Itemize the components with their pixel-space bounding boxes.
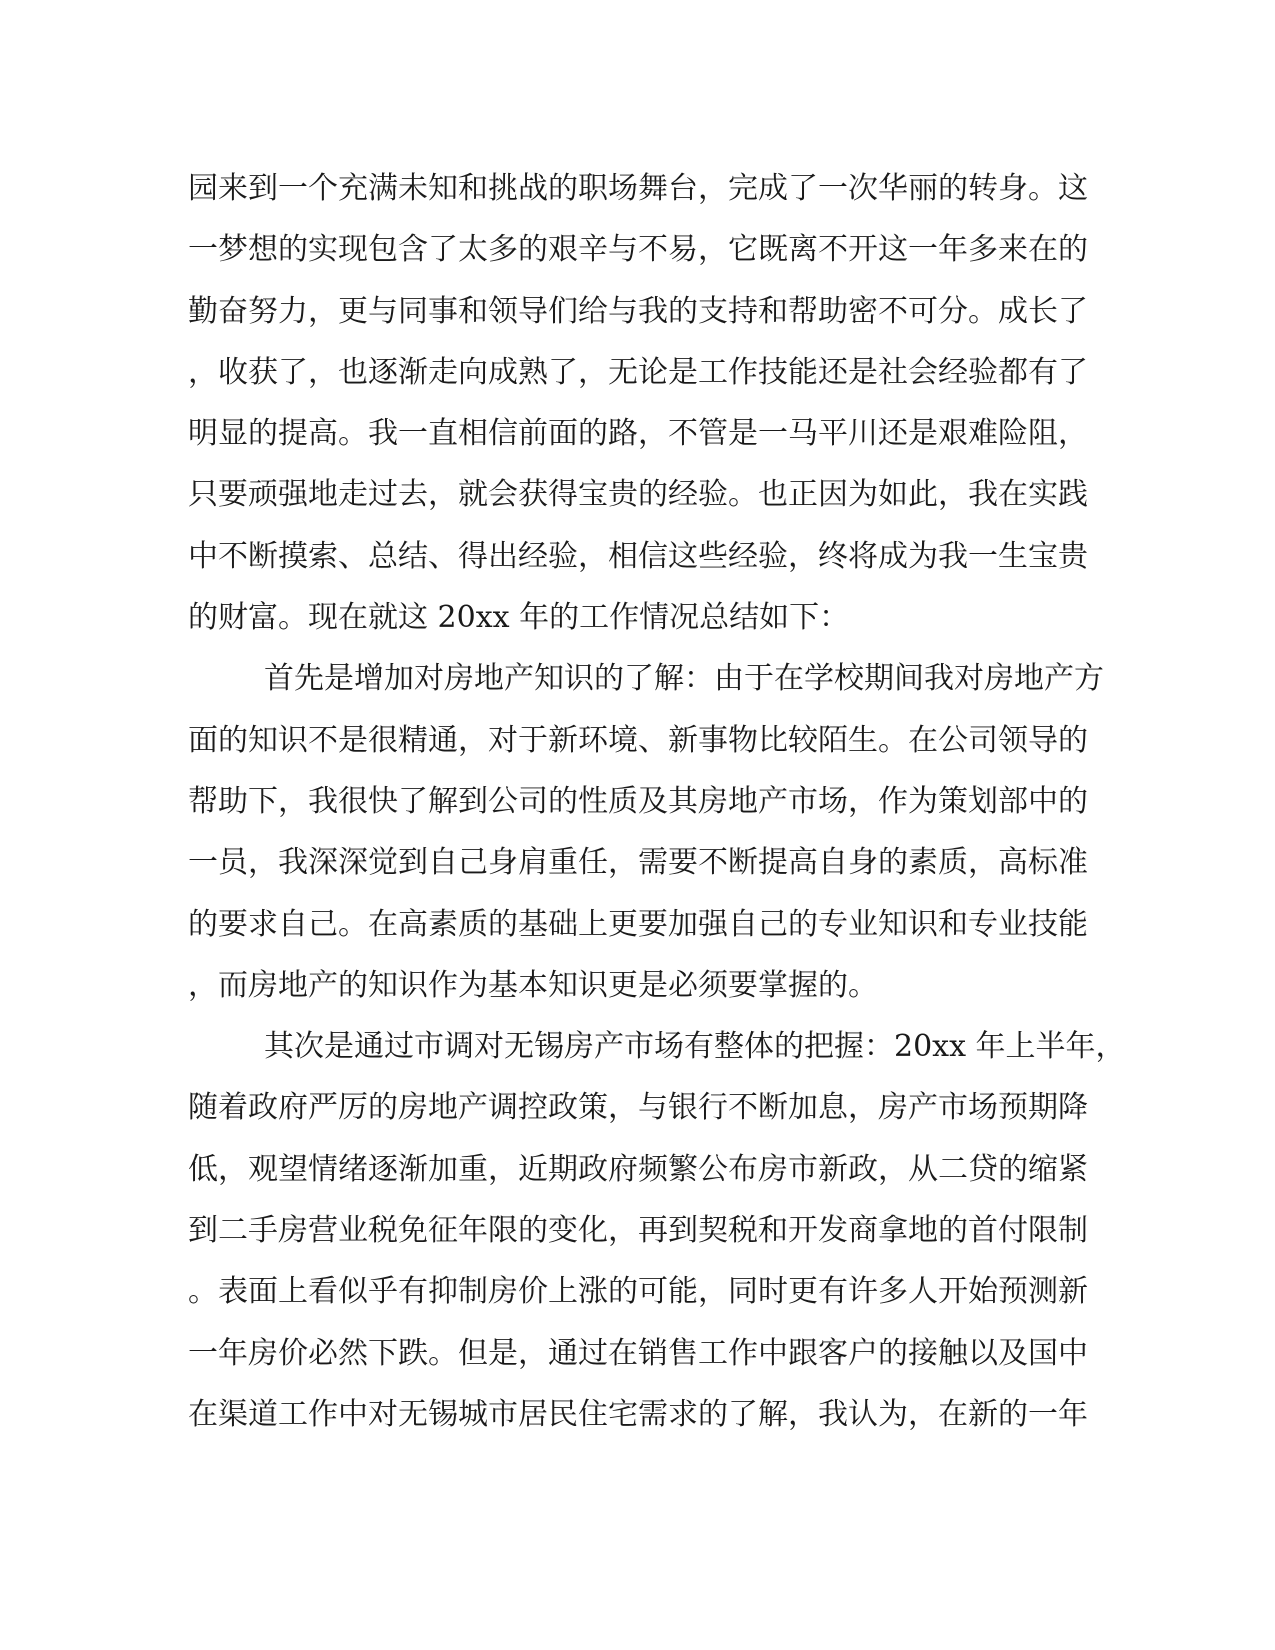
text-line: 帮助下，我很快了解到公司的性质及其房地产市场，作为策划部中的 [188, 783, 1088, 819]
text-line: 园来到一个充满未知和挑战的职场舞台，完成了一次华丽的转身。这 [188, 171, 1088, 206]
text-line: 。表面上看似乎有抑制房价上涨的可能，同时更有许多人开始预测新 [188, 1274, 1088, 1310]
text-line: 只要顽强地走过去，就会获得宝贵的经验。也正因为如此，我在实践 [188, 477, 1088, 513]
body-text [188, 158, 1126, 1445]
text-line: ，而房地产的知识作为基本知识更是必须要掌握的。 [188, 967, 878, 1003]
text-line: 低，观望情绪逐渐加重，近期政府频繁公布房市新政，从二贷的缩紧 [188, 1151, 1088, 1187]
text-line: 一年房价必然下跌。但是，通过在销售工作中跟客户的接触以及国中 [188, 1335, 1088, 1371]
text-line: 一员，我深深觉到自己身肩重任，需要不断提高自身的素质，高标准 [188, 845, 1088, 881]
text-line: 明显的提高。我一直相信前面的路，不管是一马平川还是艰难险阻， [188, 416, 1088, 452]
paragraph-first-line: 其次是通过市调对无锡房产市场有整体的把握：20xx 年上半年， [264, 1029, 1126, 1065]
text-line: 的要求自己。在高素质的基础上更要加强自己的专业知识和专业技能 [188, 906, 1088, 942]
text-line: 面的知识不是很精通，对于新环境、新事物比较陌生。在公司领导的 [188, 722, 1088, 758]
text-line: 一梦想的实现包含了太多的艰辛与不易，它既离不开这一年多来在的 [188, 232, 1088, 268]
text-line: 中不断摸索、总结、得出经验，相信这些经验，终将成为我一生宝贵 [188, 538, 1088, 574]
text-line: 到二手房营业税免征年限的变化，再到契税和开发商拿地的首付限制 [188, 1213, 1088, 1249]
text-line: 勤奋努力，更与同事和领导们给与我的支持和帮助密不可分。成长了 [188, 293, 1088, 329]
text-line: ，收获了，也逐渐走向成熟了，无论是工作技能还是社会经验都有了 [188, 354, 1088, 390]
paragraph-first-line: 首先是增加对房地产知识的了解：由于在学校期间我对房地产方 [264, 661, 1104, 697]
text-line: 在渠道工作中对无锡城市居民住宅需求的了解，我认为，在新的一年 [188, 1396, 1088, 1432]
text-line: 随着政府严厉的房地产调控政策，与银行不断加息，房产市场预期降 [188, 1090, 1088, 1126]
text-line: 的财富。现在就这 20xx 年的工作情况总结如下： [188, 600, 850, 636]
